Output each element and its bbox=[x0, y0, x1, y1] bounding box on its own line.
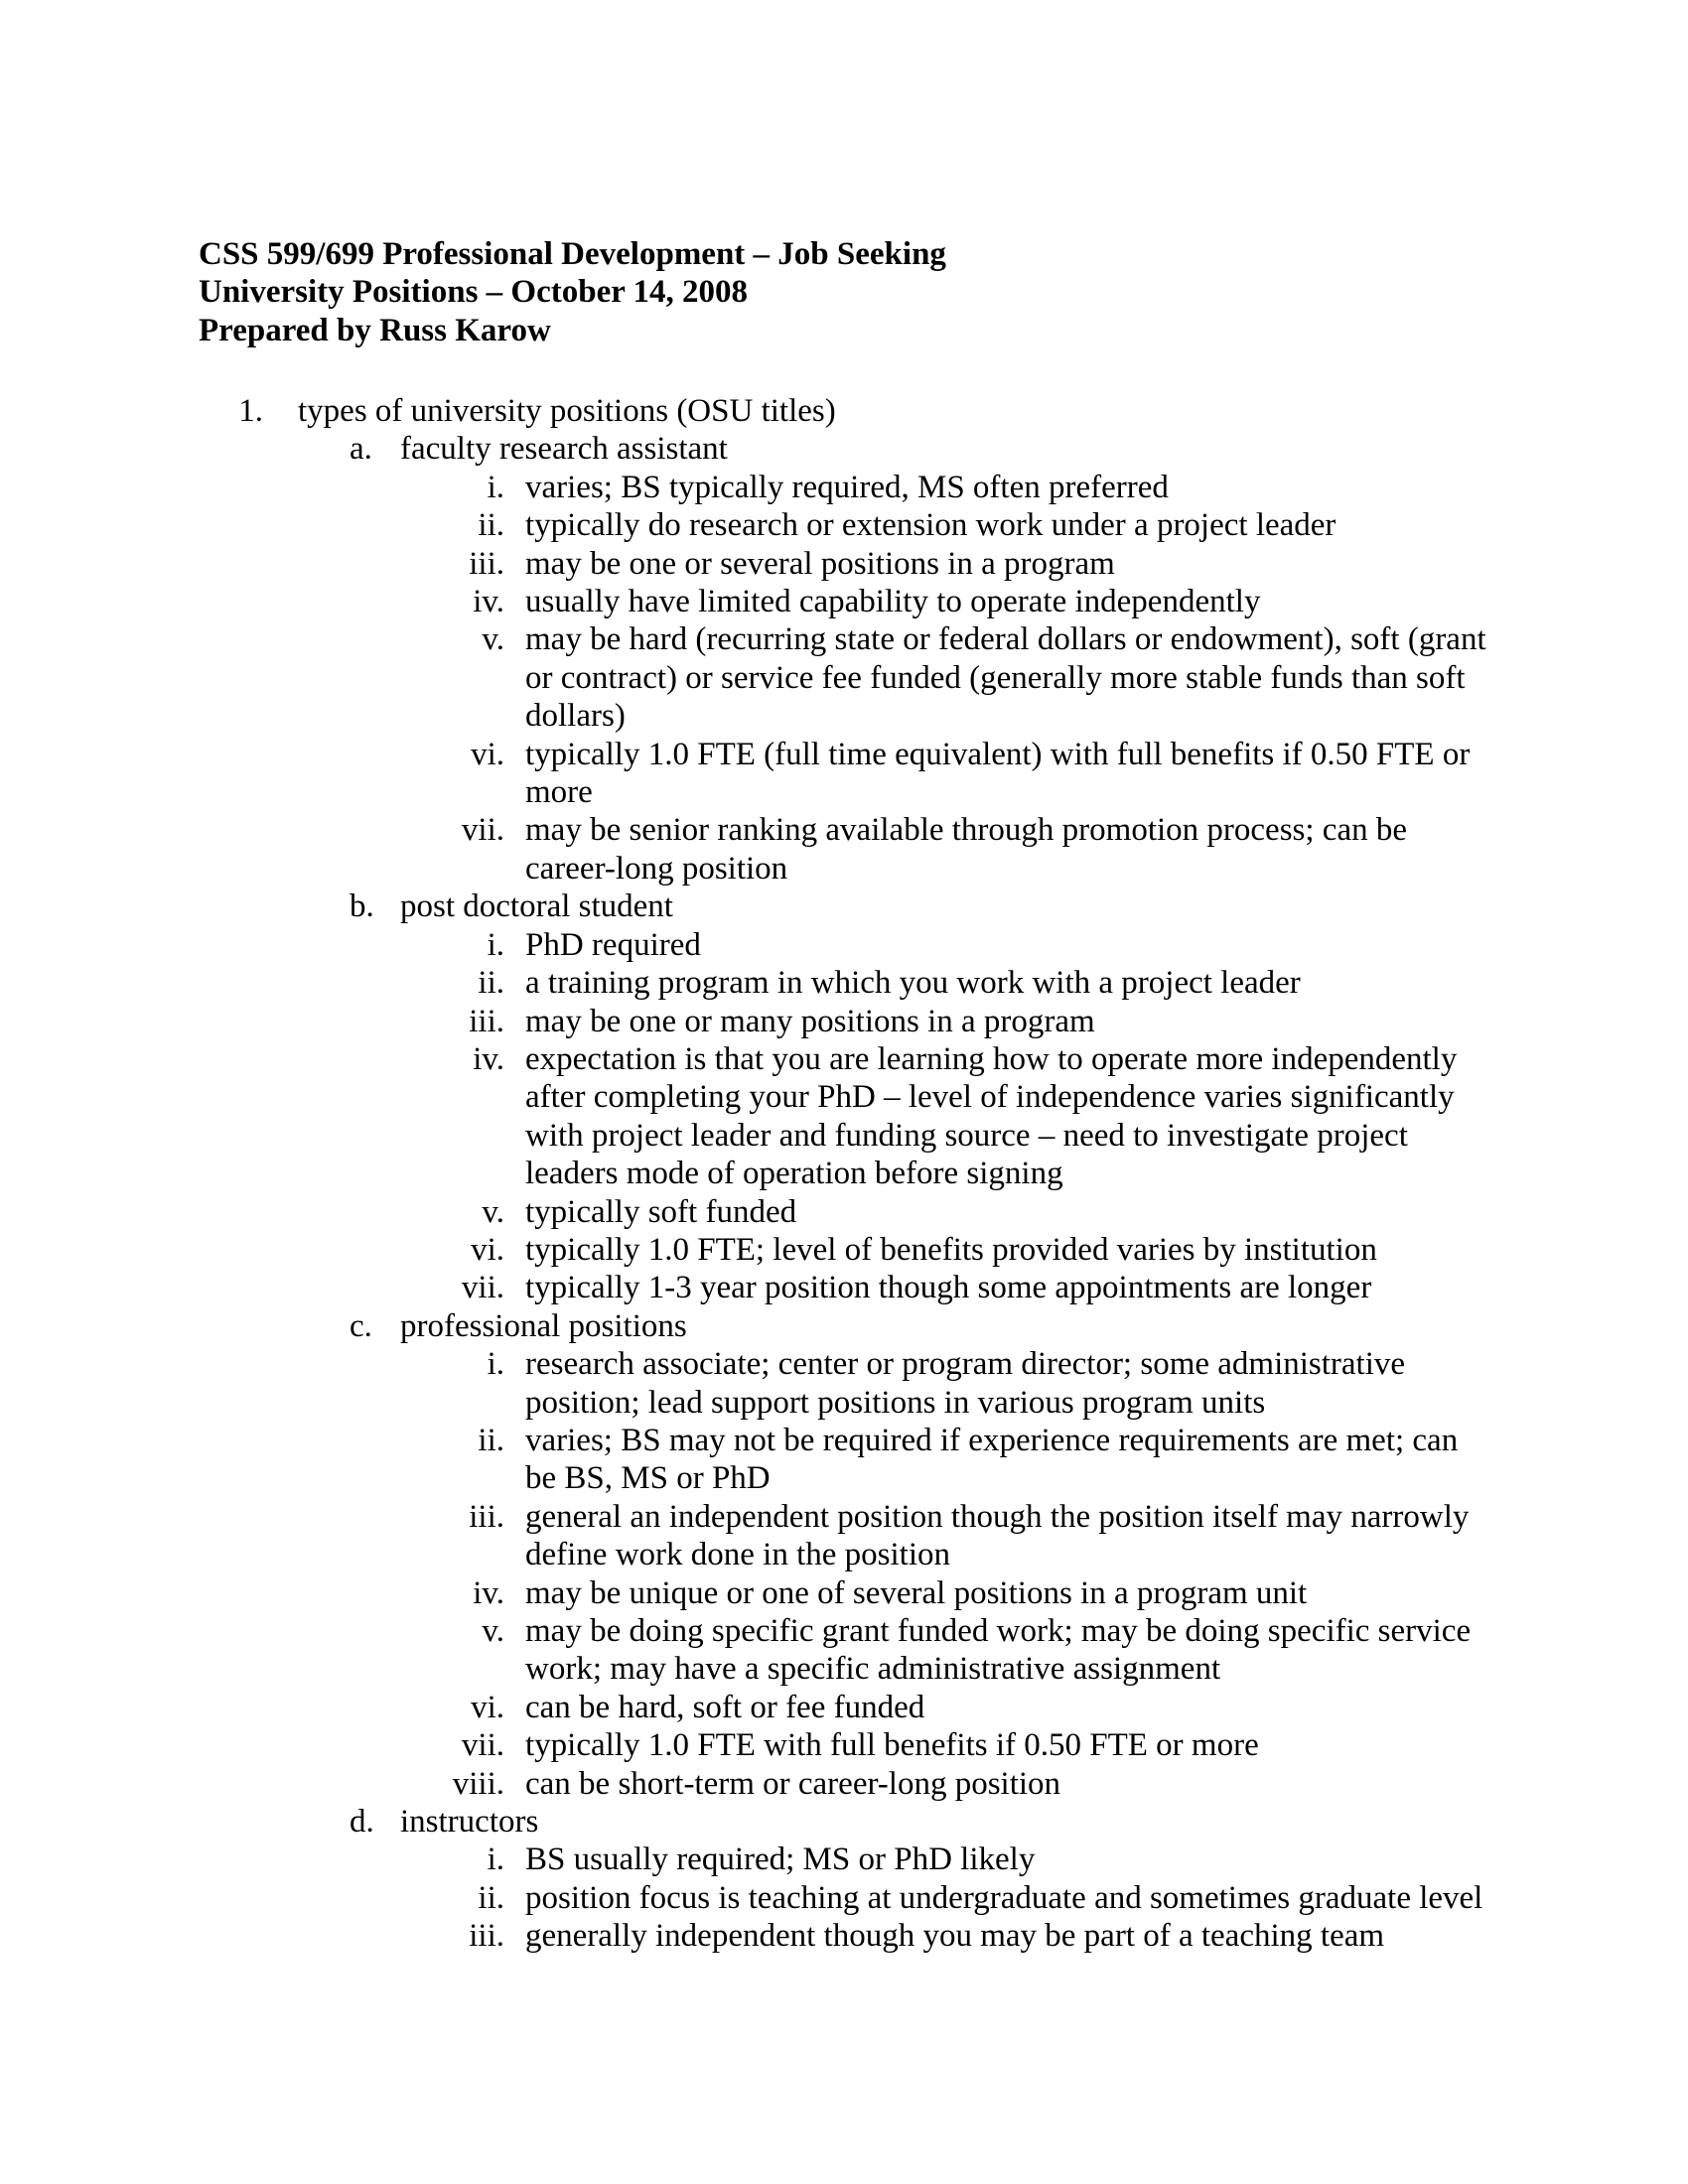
list-marker: ii. bbox=[478, 1422, 504, 1458]
list-marker: v. bbox=[482, 1613, 504, 1649]
list-text: typically 1-3 year position though some appointments are longer bbox=[525, 1270, 1372, 1306]
list-text: typically do research or extension work under a project leader bbox=[525, 507, 1336, 544]
list-marker: vii. bbox=[461, 1270, 504, 1306]
list-text: generally independent though you may be part of a teaching team bbox=[525, 1918, 1385, 1955]
list-text: types of university positions (OSU titles) bbox=[298, 393, 836, 429]
outline-item-l3 bbox=[357, 736, 1489, 812]
list-text: BS usually required; MS or PhD likely bbox=[525, 1842, 1036, 1878]
outline-item-l2 bbox=[350, 887, 1489, 925]
list-marker: iii. bbox=[469, 1003, 504, 1039]
list-marker: v. bbox=[482, 1193, 504, 1230]
list-marker: iv. bbox=[473, 1040, 504, 1077]
list-marker: v. bbox=[482, 621, 504, 658]
outline-item-l3 bbox=[357, 469, 1489, 506]
list-text: may be senior ranking available through promotion process; can be career-long position bbox=[525, 812, 1407, 887]
list-text: faculty research assistant bbox=[400, 431, 728, 468]
list-text: varies; BS may not be required if experience requirements are met; can be BS, MS or PhD bbox=[525, 1422, 1459, 1497]
outline-item-l3 bbox=[357, 1612, 1489, 1689]
list-text: may be one or several positions in a program bbox=[525, 545, 1115, 582]
list-marker: i. bbox=[487, 1842, 504, 1878]
outline-item-l3 bbox=[357, 1841, 1489, 1878]
outline-item-l3 bbox=[357, 964, 1489, 1002]
list-marker: iv. bbox=[473, 1574, 504, 1611]
list-text: usually have limited capability to operate independently bbox=[525, 584, 1261, 620]
list-text: typically 1.0 FTE with full benefits if 0.50 FTE or more bbox=[525, 1727, 1259, 1764]
list-text: post doctoral student bbox=[400, 888, 673, 925]
outline-item-l3 bbox=[357, 1879, 1489, 1917]
list-marker: iii. bbox=[469, 1498, 504, 1535]
list-text: general an independent position though the position itself may narrowly define work done in the position bbox=[525, 1498, 1470, 1573]
outline-item-l3 bbox=[357, 1193, 1489, 1231]
list-marker: viii. bbox=[452, 1765, 504, 1802]
list-marker: a. bbox=[350, 431, 372, 468]
list-text: can be short-term or career-long position bbox=[525, 1765, 1061, 1802]
list-marker: iv. bbox=[473, 584, 504, 620]
list-marker: b. bbox=[350, 888, 374, 925]
outline-item-l2 bbox=[350, 430, 1489, 468]
list-marker: ii. bbox=[478, 1879, 504, 1916]
list-marker: i. bbox=[487, 1346, 504, 1383]
outline-item-l3 bbox=[357, 1269, 1489, 1306]
outline-item-l3 bbox=[357, 620, 1489, 735]
list-text: research associate; center or program director; some administrative position; lead support positions in various program units bbox=[525, 1346, 1406, 1421]
outline-item-l3 bbox=[357, 1345, 1489, 1422]
list-marker: i. bbox=[487, 926, 504, 963]
outline-item-l3 bbox=[357, 1498, 1489, 1574]
document-header bbox=[199, 235, 1489, 349]
outline-item-l3 bbox=[357, 583, 1489, 620]
list-text: typically 1.0 FTE (full time equivalent) with full benefits if 0.50 FTE or more bbox=[525, 736, 1471, 811]
outline-item-l3 bbox=[357, 1574, 1489, 1612]
header-line-course: CSS 599/699 Professional Development – Job Seeking bbox=[199, 236, 946, 272]
outline-item-l3 bbox=[357, 545, 1489, 583]
header-line-topic: University Positions – October 14, 2008 bbox=[199, 274, 749, 311]
outline-item-l3 bbox=[357, 506, 1489, 544]
outline-item-l3 bbox=[357, 811, 1489, 887]
list-marker: ii. bbox=[478, 965, 504, 1002]
outline bbox=[199, 392, 1489, 1956]
outline-item-l2 bbox=[350, 1803, 1489, 1841]
list-marker: vii. bbox=[461, 812, 504, 849]
list-text: may be hard (recurring state or federal dollars or endowment), soft (grant or contract) or service fee funded (generally more stable funds than soft dollars) bbox=[525, 621, 1486, 735]
list-marker: d. bbox=[350, 1804, 374, 1841]
outline-item-l2 bbox=[350, 1307, 1489, 1345]
outline-item-l3 bbox=[357, 1003, 1489, 1040]
list-text: position focus is teaching at undergraduate and sometimes graduate level bbox=[525, 1879, 1483, 1916]
list-text: a training program in which you work with a project leader bbox=[525, 965, 1301, 1002]
list-text: typically soft funded bbox=[525, 1193, 797, 1230]
outline-item-l3 bbox=[357, 1917, 1489, 1955]
list-marker: iii. bbox=[469, 545, 504, 582]
list-text: expectation is that you are learning how to operate more independently after completing your PhD – level of independence varies significantly with project leader and funding source – need to investigate project leaders mode of operation before signing bbox=[525, 1040, 1458, 1192]
list-text: instructors bbox=[400, 1804, 539, 1841]
header-line-author: Prepared by Russ Karow bbox=[199, 312, 551, 348]
list-marker: 1. bbox=[238, 393, 263, 429]
list-marker: vi. bbox=[471, 736, 504, 772]
list-text: may be one or many positions in a program bbox=[525, 1003, 1095, 1039]
outline-item-l3 bbox=[357, 1231, 1489, 1269]
outline-item-l3 bbox=[357, 1689, 1489, 1726]
list-marker: vi. bbox=[471, 1689, 504, 1725]
outline-item-l3 bbox=[357, 1422, 1489, 1498]
list-text: may be doing specific grant funded work; may be doing specific service work; may have a specific administrative assignment bbox=[525, 1613, 1472, 1688]
outline-item-l1 bbox=[199, 392, 1489, 430]
list-marker: i. bbox=[487, 469, 504, 505]
outline-item-l3 bbox=[357, 1726, 1489, 1764]
outline-item-l3 bbox=[357, 1765, 1489, 1803]
list-text: may be unique or one of several positions in a program unit bbox=[525, 1574, 1308, 1611]
list-marker: vi. bbox=[471, 1231, 504, 1268]
list-marker: vii. bbox=[461, 1727, 504, 1764]
list-text: typically 1.0 FTE; level of benefits provided varies by institution bbox=[525, 1231, 1377, 1268]
outline-item-l3 bbox=[357, 1040, 1489, 1193]
list-marker: ii. bbox=[478, 507, 504, 544]
list-marker: c. bbox=[350, 1307, 372, 1344]
list-marker: iii. bbox=[469, 1918, 504, 1955]
list-text: professional positions bbox=[400, 1307, 687, 1344]
outline-item-l3 bbox=[357, 926, 1489, 964]
list-text: can be hard, soft or fee funded bbox=[525, 1689, 925, 1725]
list-text: PhD required bbox=[525, 926, 701, 963]
list-text: varies; BS typically required, MS often preferred bbox=[525, 469, 1169, 505]
